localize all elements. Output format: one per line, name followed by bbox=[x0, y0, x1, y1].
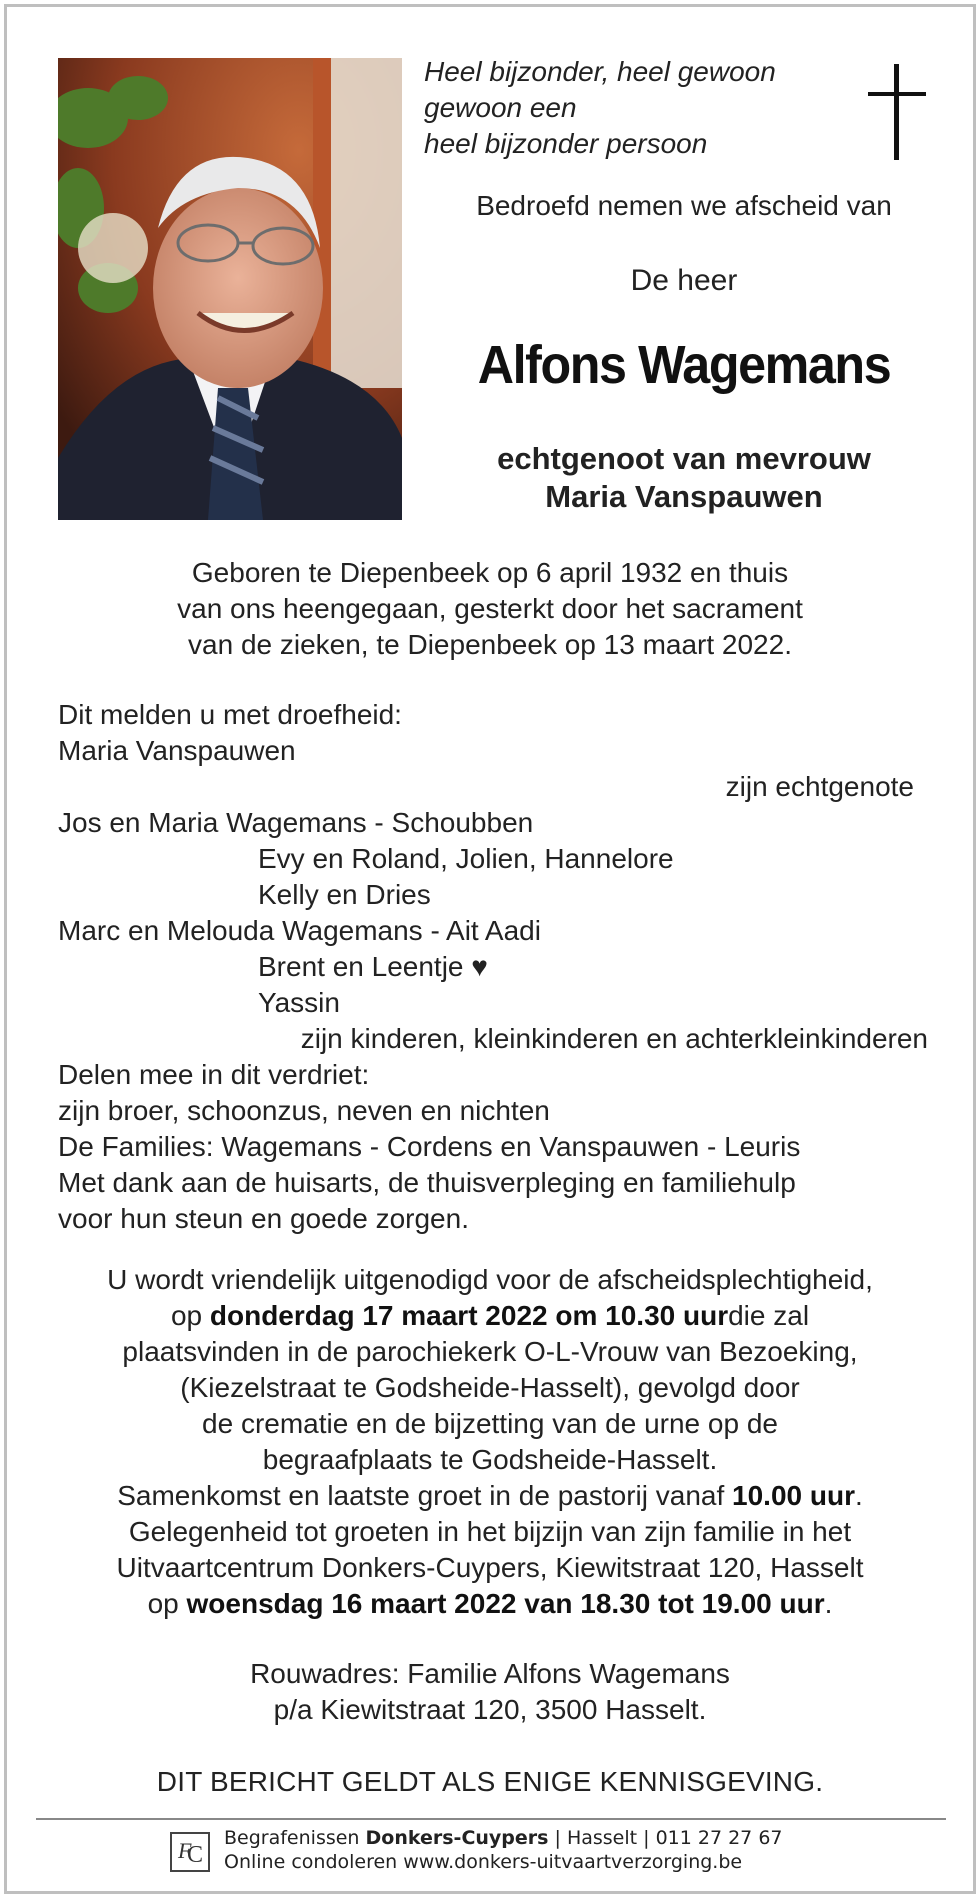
family-list bbox=[58, 697, 928, 1237]
address-line: Rouwadres: Familie Alfons Wagemans bbox=[250, 1658, 730, 1689]
honorific: De heer bbox=[630, 264, 738, 297]
born-line: van de zieken, te Diepenbeek op 13 maart 2022. bbox=[188, 629, 792, 660]
notice-text: DIT BERICHT GELDT ALS ENIGE KENNISGEVING. bbox=[156, 1766, 824, 1797]
grandchild-entry: Evy en Roland, Jolien, Hannelore bbox=[258, 843, 674, 874]
gathering-line: Samenkomst en laatste groet in de pastorij vanaf 10.00 uur. bbox=[117, 1480, 863, 1511]
memorial-verse bbox=[424, 54, 844, 162]
grandchild-entry: Yassin bbox=[258, 987, 340, 1018]
company-name: Donkers-Cuypers bbox=[365, 1827, 549, 1849]
deceased-name: Alfons Wagemans bbox=[477, 335, 891, 395]
footer-divider bbox=[36, 1818, 946, 1820]
condolence-link[interactable]: Online condoleren www.donkers-uitvaartverzorging.be bbox=[224, 1851, 743, 1873]
ceremony-date-line: op donderdag 17 maart 2022 om 10.30 uurdie zal bbox=[170, 1300, 810, 1331]
ceremony-line: Gelegenheid tot groeten in het bijzijn van zijn familie in het bbox=[128, 1516, 852, 1547]
share-intro: Delen mee in dit verdriet: bbox=[58, 1059, 370, 1090]
ceremony-line: U wordt vriendelijk uitgenodigd voor de afscheidsplechtigheid, bbox=[107, 1264, 873, 1295]
family-intro: Dit melden u met droefheid: bbox=[58, 699, 402, 730]
spouse-name: Maria Vanspauwen bbox=[58, 735, 296, 766]
thanks-line: Met dank aan de huisarts, de thuisverpleging en familiehulp bbox=[58, 1167, 796, 1198]
families: De Families: Wagemans - Cordens en Vanspauwen - Leuris bbox=[58, 1131, 801, 1162]
spouse-role: zijn echtgenote bbox=[725, 771, 914, 802]
footer bbox=[170, 1826, 890, 1876]
ceremony-line: plaatsvinden in de parochiekerk O-L-Vrouw van Bezoeking, bbox=[122, 1336, 858, 1367]
cross-icon bbox=[862, 64, 932, 160]
address-line: p/a Kiewitstraat 120, 3500 Hasselt. bbox=[273, 1694, 707, 1725]
verse-line: Heel bijzonder, heel gewoon bbox=[424, 56, 776, 87]
ceremony-line: de crematie en de bijzetting van de urne op de bbox=[202, 1408, 778, 1439]
verse-line: heel bijzonder persoon bbox=[424, 128, 708, 159]
spouse-info bbox=[424, 440, 944, 516]
visitation-line: op woensdag 16 maart 2022 van 18.30 tot 19.00 uur. bbox=[147, 1588, 833, 1619]
intro-text: Bedroefd nemen we afscheid van bbox=[476, 190, 892, 221]
footer-text bbox=[224, 1826, 783, 1874]
spouse-line: echtgenoot van mevrouw bbox=[497, 441, 871, 476]
relatives: zijn broer, schoonzus, neven en nichten bbox=[58, 1095, 550, 1126]
ceremony-info bbox=[40, 1262, 940, 1622]
ceremony-line: begraafplaats te Godsheide-Hasselt. bbox=[262, 1444, 718, 1475]
portrait-photo bbox=[58, 58, 402, 520]
thanks-line: voor hun steun en goede zorgen. bbox=[58, 1203, 469, 1234]
spouse-name: Maria Vanspauwen bbox=[545, 479, 823, 514]
ceremony-datetime: donderdag 17 maart 2022 om 10.30 uur bbox=[209, 1300, 729, 1331]
visitation-datetime: woensdag 16 maart 2022 van 18.30 tot 19.00 uur bbox=[186, 1588, 825, 1619]
gathering-time: 10.00 uur bbox=[732, 1480, 855, 1511]
grandchild-entry: Kelly en Dries bbox=[258, 879, 431, 910]
verse-line: gewoon een bbox=[424, 92, 577, 123]
ceremony-line: Uitvaartcentrum Donkers-Cuypers, Kiewitstraat 120, Hasselt bbox=[116, 1552, 864, 1583]
birth-death-info bbox=[60, 555, 920, 663]
mourning-address bbox=[40, 1656, 940, 1728]
donkers-cuypers-logo: F C bbox=[170, 1832, 210, 1872]
grandchild-entry: Brent en Leentje ♥ bbox=[258, 951, 488, 982]
child-entry: Jos en Maria Wagemans - Schoubben bbox=[58, 807, 534, 838]
company-line: Begrafenissen Donkers-Cuypers | Hasselt | 011 27 27 67 bbox=[224, 1827, 783, 1849]
born-line: van ons heengegaan, gesterkt door het sacrament bbox=[177, 593, 803, 624]
born-line: Geboren te Diepenbeek op 6 april 1932 en thuis bbox=[191, 557, 789, 588]
child-entry: Marc en Melouda Wagemans - Ait Aadi bbox=[58, 915, 541, 946]
ceremony-line: (Kiezelstraat te Godsheide-Hasselt), gevolgd door bbox=[180, 1372, 800, 1403]
children-role: zijn kinderen, kleinkinderen en achterkleinkinderen bbox=[300, 1023, 928, 1054]
